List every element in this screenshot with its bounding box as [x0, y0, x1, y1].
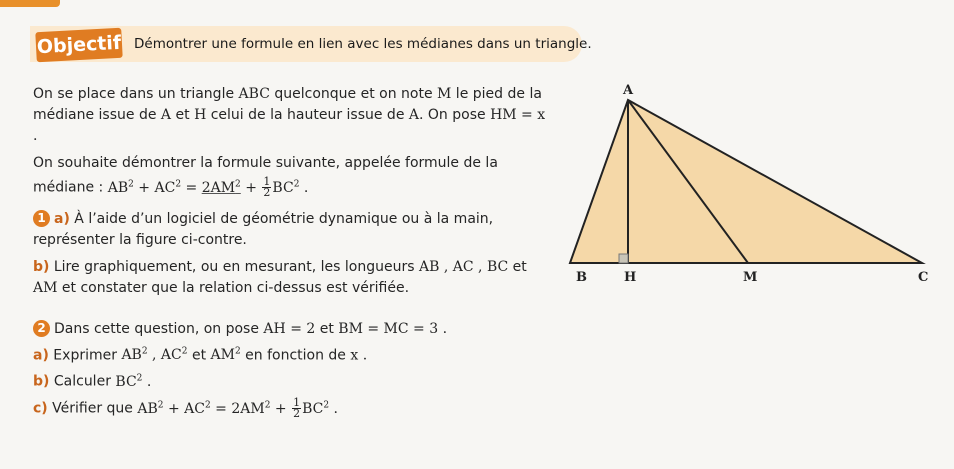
exercise-text: [33, 84, 548, 426]
math: = 2AM: [210, 400, 265, 417]
exp: 2: [234, 346, 241, 357]
underlined-term: [202, 180, 241, 196]
intro-paragraph-1: [33, 84, 548, 147]
math-h: H: [194, 107, 207, 123]
math: AB: [137, 400, 158, 417]
label-h: H: [624, 270, 637, 285]
exp: 2: [323, 399, 330, 410]
math: .: [329, 400, 338, 417]
math-group: [115, 374, 151, 390]
text: et constater que la relation ci-dessus est vérifiée.: [57, 279, 410, 296]
objective-badge: Objectif: [35, 28, 122, 62]
top-accent-bar: [0, 0, 60, 7]
denominator: 2: [293, 407, 301, 421]
math-abc: ABC: [238, 86, 270, 102]
text: celui de la hauteur issue de: [206, 107, 409, 123]
text: On pose: [423, 107, 491, 123]
exp: 2: [293, 179, 300, 189]
median-formula: [107, 175, 309, 200]
text: Vérifier que: [47, 400, 138, 417]
math: AB: [107, 179, 129, 196]
math: .: [299, 179, 309, 196]
question-1a: [33, 209, 548, 251]
math-m: M: [437, 86, 452, 102]
sub-label: b): [33, 258, 50, 275]
math: BM = MC = 3 .: [338, 320, 448, 337]
text: Calculer: [49, 373, 116, 390]
question-number-badge: 1: [33, 210, 50, 227]
text: et: [171, 107, 195, 123]
text: Lire graphiquement, ou en mesurant, les longueurs: [49, 258, 419, 275]
math-hm: HM = x .: [33, 107, 546, 144]
math: BC: [272, 179, 294, 196]
fraction-half: [292, 398, 301, 419]
math: AB ,: [419, 258, 449, 275]
math: 2AM: [201, 179, 236, 196]
math: + AC: [163, 400, 205, 417]
spacer: [33, 305, 548, 319]
sub-label: c): [33, 400, 48, 417]
exp: 2: [141, 346, 148, 357]
math: + AC: [133, 179, 176, 196]
text: quelconque et on note: [269, 86, 438, 102]
text: On souhaite démontrer la formule suivante, appelée formule de la médiane :: [33, 155, 498, 196]
text: et: [315, 320, 339, 337]
exp: 2: [181, 346, 188, 357]
math: AM: [33, 279, 58, 296]
label-c: C: [918, 270, 929, 285]
math: BC: [302, 400, 324, 417]
math: x .: [350, 347, 368, 364]
exp: 2: [264, 399, 271, 410]
math: +: [240, 179, 262, 196]
question-2-intro: [33, 319, 548, 340]
intro-paragraph-2: [33, 153, 548, 199]
exp: 2: [157, 399, 164, 410]
label-m: M: [743, 270, 758, 285]
right-angle-mark: [619, 254, 628, 263]
math: AC , BC: [452, 258, 509, 275]
objective-text: Démontrer une formule en lien avec les médianes dans un triangle.: [134, 36, 592, 52]
math-a: A: [160, 107, 172, 123]
text: On se place dans un triangle: [33, 86, 239, 102]
math-a: A.: [408, 107, 424, 123]
fraction-half: [262, 177, 271, 198]
math: =: [181, 179, 202, 196]
text: Dans cette question, on pose: [54, 320, 264, 337]
text: et: [187, 347, 211, 364]
triangle-abc: [570, 100, 922, 263]
sub-label: a): [54, 210, 70, 227]
text: en fonction de: [240, 347, 351, 364]
text: Exprimer: [48, 347, 122, 364]
math-group: [211, 347, 241, 363]
question-2b: [33, 368, 548, 393]
question-1b: [33, 257, 548, 299]
text: le pied de la médiane issue de: [33, 86, 542, 123]
question-2a: [33, 342, 548, 367]
math: AB: [121, 347, 142, 364]
text: et: [508, 258, 527, 275]
sub-label: b): [33, 373, 50, 390]
label-a: A: [623, 83, 634, 98]
exp: 2: [235, 179, 241, 189]
numerator: 1: [293, 396, 301, 410]
sub-label: a): [33, 347, 49, 364]
question-number-badge: 2: [33, 320, 50, 337]
math-group: [121, 347, 187, 363]
math: AH = 2: [263, 320, 316, 337]
text: À l’aide d’un logiciel de géométrie dynamique ou à la main, représenter la figure ci-contre.: [33, 210, 494, 248]
denominator: 2: [263, 186, 271, 200]
label-b: B: [576, 270, 587, 285]
math: AM: [210, 347, 235, 364]
math: .: [142, 373, 152, 390]
formula-verify: [137, 396, 338, 421]
exp: 2: [204, 399, 211, 410]
numerator: 1: [263, 175, 271, 189]
exp: 2: [136, 373, 143, 384]
math: BC: [115, 373, 137, 390]
math: , AC: [147, 347, 182, 364]
triangle-figure: [560, 78, 940, 293]
exp: 2: [175, 179, 182, 189]
question-2c: [33, 395, 548, 420]
exp: 2: [128, 179, 134, 189]
math: +: [270, 400, 292, 417]
